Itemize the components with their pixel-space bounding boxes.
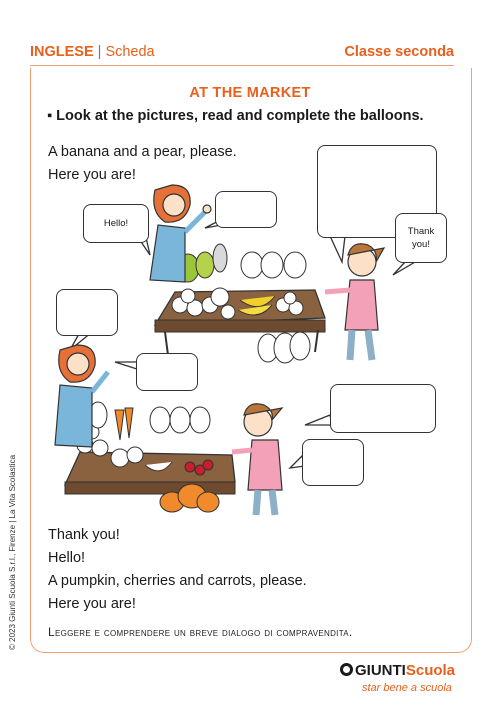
speech-balloon-hello: Hello! [83, 204, 149, 243]
header-class: Classe seconda [344, 44, 454, 60]
girl-buyer-top [325, 244, 384, 360]
bottom-stall [65, 452, 235, 494]
dialogue-line: Thank you! [48, 527, 120, 543]
girl-buyer-bottom [232, 404, 282, 515]
publisher-tagline: star bene a scuola [362, 682, 452, 694]
publisher-logo: GIUNTIScuola [340, 662, 455, 679]
speech-balloon-empty[interactable] [302, 439, 364, 486]
speech-balloon-empty[interactable] [56, 289, 118, 336]
footer-objective: Leggere e comprendere un breve dialogo di compravendita. [48, 625, 353, 639]
bubble-tail [330, 236, 345, 262]
speech-balloon-empty[interactable] [330, 384, 436, 433]
dialogue-line: Hello! [48, 550, 86, 566]
header-subject: INGLESE | Scheda [30, 44, 155, 60]
dialogue-line: A pumpkin, cherries and carrots, please. [48, 573, 307, 589]
copyright-note: © 2023 Giunti Scuola S.r.l., Firenze | La Vita Scolastica [8, 454, 17, 650]
bubble-tail [393, 262, 415, 275]
dialogue-line: Here you are! [48, 596, 136, 612]
speech-balloon-empty[interactable] [136, 353, 198, 391]
instruction: ▪ Look at the pictures, read and complete the balloons. [47, 108, 424, 124]
giunti-logo-icon [340, 663, 353, 676]
dialogue-line: Here you are! [48, 167, 136, 183]
woman-seller-bottom [55, 345, 108, 447]
speech-balloon-empty[interactable] [215, 191, 277, 228]
speech-balloon-thank-you: Thank you! [395, 213, 447, 263]
worksheet-title: AT THE MARKET [189, 85, 311, 101]
bubble-tail [305, 415, 332, 425]
dialogue-line: A banana and a pear, please. [48, 144, 237, 160]
